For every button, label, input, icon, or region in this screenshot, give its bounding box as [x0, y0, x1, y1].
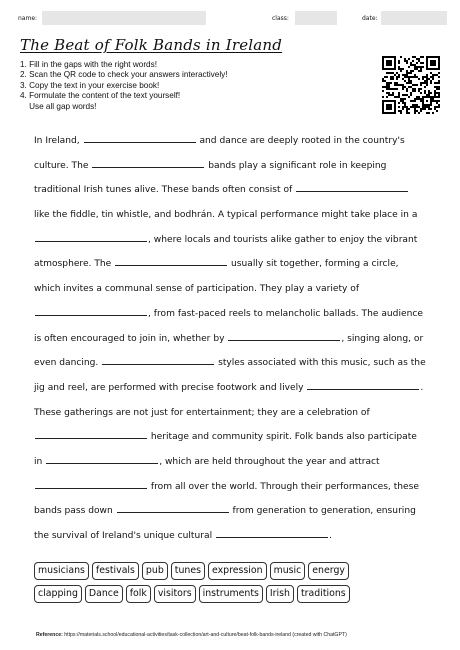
text-segment: These gatherings are not just for entertainment; they are a celebration of — [34, 407, 370, 418]
text-line — [34, 129, 434, 154]
word-chip[interactable]: clapping — [34, 585, 82, 603]
text-line — [34, 450, 434, 475]
word-chip[interactable]: expression — [208, 562, 267, 580]
gap-blank[interactable] — [84, 133, 196, 143]
gap-blank[interactable] — [117, 503, 229, 513]
text-line — [34, 178, 434, 203]
gap-blank[interactable] — [102, 355, 214, 365]
word-chip[interactable]: festivals — [92, 562, 139, 580]
text-line — [34, 327, 434, 352]
gap-blank[interactable] — [35, 232, 147, 242]
date-field[interactable] — [381, 11, 447, 25]
reference-label: Reference: — [36, 632, 63, 638]
text-line — [34, 376, 434, 401]
word-chip[interactable]: musicians — [34, 562, 89, 580]
text-line — [34, 351, 434, 376]
text-line — [34, 425, 434, 450]
text-segment: . — [420, 382, 424, 393]
worksheet-header — [18, 10, 446, 28]
word-chip[interactable]: energy — [308, 562, 349, 580]
class-field[interactable] — [295, 11, 337, 25]
text-segment: bands play a significant role in keeping — [205, 160, 387, 171]
text-segment: In Ireland, — [34, 136, 83, 146]
text-line — [34, 302, 434, 327]
text-segment: which invites a communal sense of participation. They play a variety of — [34, 284, 360, 295]
word-chip[interactable]: instruments — [199, 585, 263, 603]
gap-blank[interactable] — [228, 331, 340, 341]
text-segment: heritage and community spirit. Folk bands also participate — [148, 432, 417, 443]
word-bank — [34, 562, 434, 608]
text-segment: styles associated with this music, such as the — [215, 358, 426, 369]
instruction-item: Use all gap words! — [20, 101, 97, 111]
gap-blank[interactable] — [296, 182, 408, 192]
text-segment: atmosphere. The — [34, 259, 115, 270]
text-line — [34, 154, 434, 179]
word-bank-row — [34, 562, 434, 580]
text-line — [34, 277, 434, 302]
gap-blank[interactable] — [115, 256, 227, 266]
reference — [36, 632, 347, 638]
qr-code-icon[interactable] — [382, 56, 440, 114]
gap-blank[interactable] — [92, 158, 204, 168]
text-line — [34, 475, 434, 500]
text-segment: the survival of Ireland's unique cultural — [34, 531, 215, 541]
text-segment: usually sit together, forming a circle, — [228, 259, 399, 270]
text-line — [34, 228, 434, 253]
word-bank-row — [34, 585, 434, 603]
word-chip[interactable]: visitors — [154, 585, 196, 603]
instruction-item: 3. Copy the text in your exercise book! — [20, 80, 160, 90]
text-line — [34, 499, 434, 524]
gap-blank[interactable] — [307, 380, 419, 390]
page-title: The Beat of Folk Bands in Ireland — [20, 36, 283, 54]
text-segment: like the fiddle, tin whistle, and bodhrán. A typical performance might take place in a — [34, 210, 418, 221]
word-chip[interactable]: traditions — [297, 585, 350, 603]
word-chip[interactable]: folk — [126, 585, 151, 603]
text-segment: traditional Irish tunes alive. These bands often consist of — [34, 185, 296, 196]
instruction-item: 4. Formulate the content of the text yourself! — [20, 91, 181, 101]
text-segment: , singing along, or — [341, 333, 424, 344]
text-segment: and dance are deeply rooted in the country's — [196, 136, 405, 146]
gap-blank[interactable] — [35, 306, 147, 316]
text-segment: is often encouraged to join in, whether by — [34, 333, 228, 344]
text-line — [34, 524, 434, 549]
text-segment: from generation to generation, ensuring — [229, 506, 416, 517]
word-chip[interactable]: pub — [142, 562, 168, 580]
gap-blank[interactable] — [46, 454, 158, 464]
gap-blank[interactable] — [216, 528, 328, 538]
text-segment: , where locals and tourists alike gather to enjoy the vibrant — [148, 234, 418, 245]
gap-blank[interactable] — [35, 479, 147, 489]
gap-blank[interactable] — [35, 429, 147, 439]
word-chip[interactable]: music — [270, 562, 306, 580]
text-segment: even dancing. — [34, 358, 102, 369]
text-line — [34, 401, 434, 426]
reference-text: https://materials.school/educational-activities/task-collection/art-and-culture/beat-folk-bands-ireland (created with ChatGPT) — [62, 632, 347, 638]
gap-text — [34, 129, 434, 549]
name-label: name: — [18, 15, 38, 22]
instruction-item: 1. Fill in the gaps with the right words! — [20, 60, 157, 69]
text-segment: culture. The — [34, 160, 92, 171]
text-segment: jig and reel, are performed with precise footwork and lively — [34, 382, 307, 393]
word-chip[interactable]: Dance — [85, 585, 123, 603]
text-segment: from all over the world. Through their performances, these — [148, 481, 419, 492]
date-label: date: — [362, 15, 378, 22]
instruction-item: 2. Scan the QR code to check your answers interactively! — [20, 70, 228, 80]
text-segment: , which are held throughout the year and attract — [159, 456, 380, 467]
text-segment: in — [34, 456, 46, 467]
text-segment: bands pass down — [34, 506, 116, 517]
name-field[interactable] — [42, 11, 206, 25]
word-chip[interactable]: Irish — [266, 585, 294, 603]
instructions-list — [20, 60, 350, 112]
text-segment: . — [329, 531, 332, 541]
class-label: class: — [272, 15, 289, 22]
word-chip[interactable]: tunes — [171, 562, 205, 580]
text-segment: , from fast-paced reels to melancholic ballads. The audience — [148, 308, 423, 319]
text-line — [34, 252, 434, 277]
text-line — [34, 203, 434, 228]
